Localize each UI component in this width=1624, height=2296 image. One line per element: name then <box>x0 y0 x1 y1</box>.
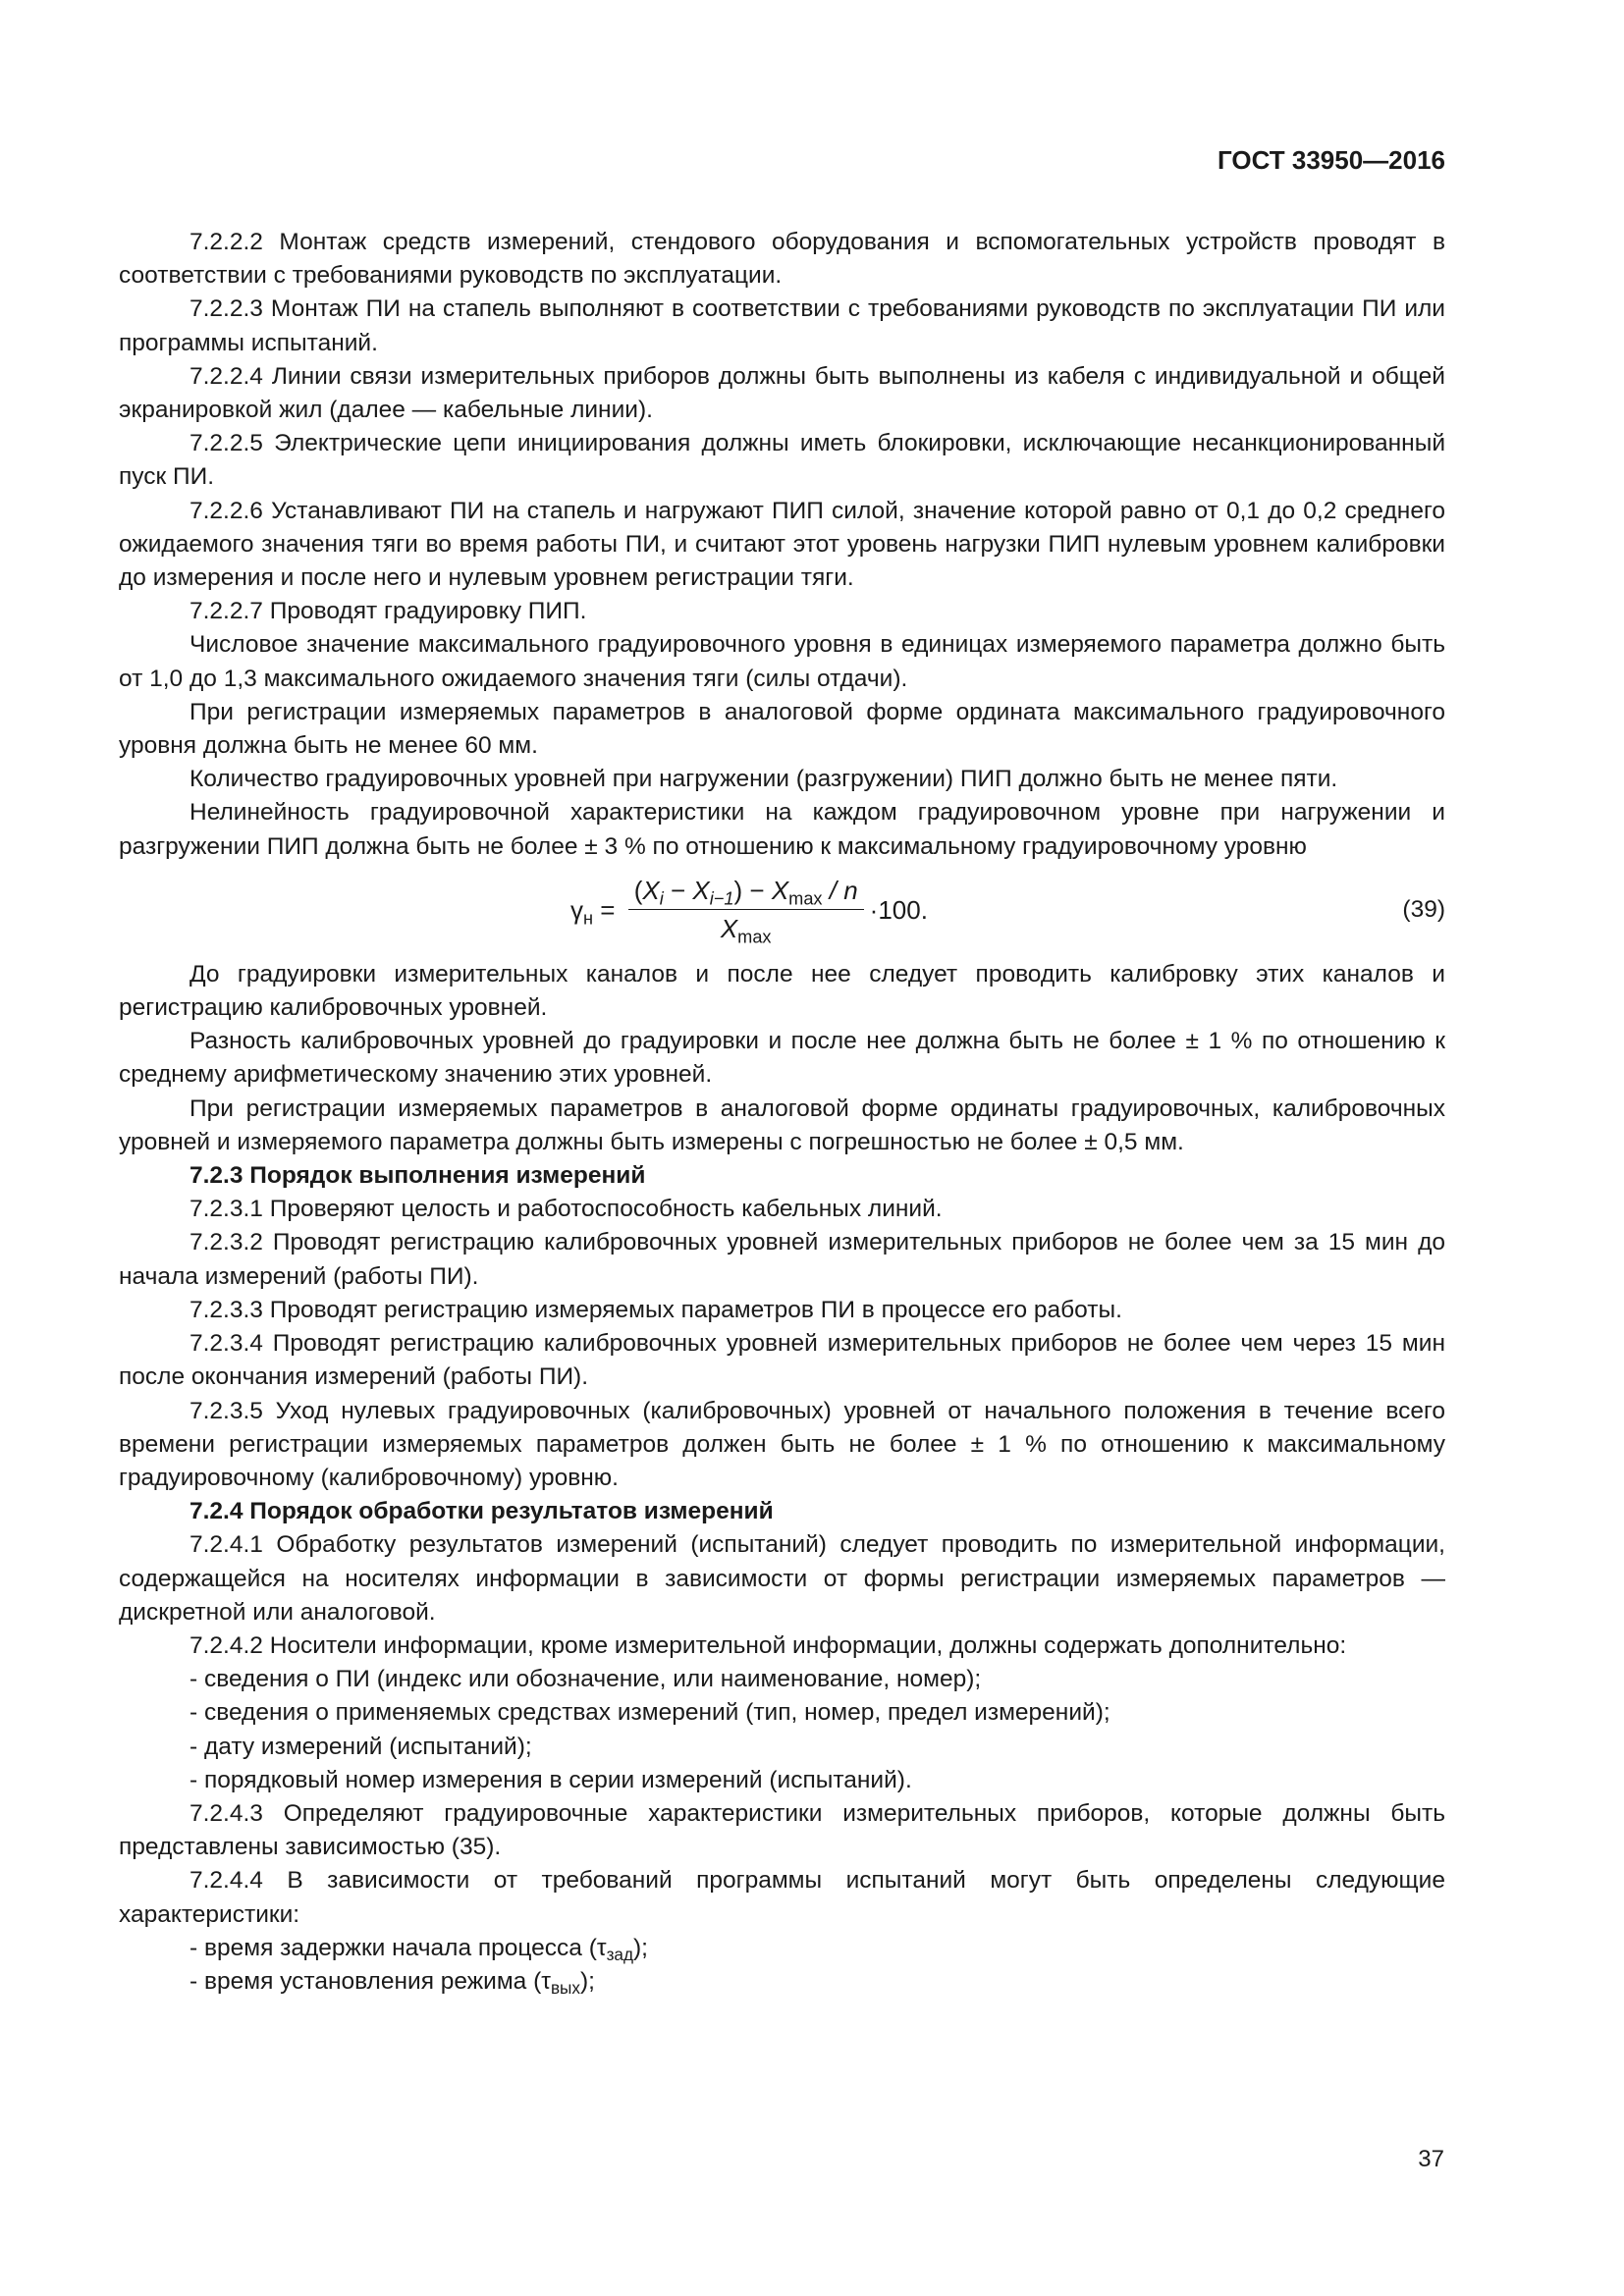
paragraph: До градуировки измерительных каналов и после нее следует проводить калибровку этих каналов и регистрацию калибровочных уровней. <box>119 960 1445 1022</box>
list-item: - сведения о ПИ (индекс или обозначение, или наименование, номер); <box>189 1666 982 1693</box>
paragraph: 7.2.2.3 Монтаж ПИ на стапель выполняют в соответствии с требованиями руководств по эксплуатации ПИ или программы испытаний. <box>119 295 1445 356</box>
formula-lhs: $\gamma_н$ <box>570 894 594 929</box>
paragraph: 7.2.4.1 Обработку результатов измерений (испытаний) следует проводить по измерительной информации, содержащейся на носителях информации в зависимости от формы регистрации измеряемых параметров — дискретной или аналоговой. <box>119 1531 1445 1626</box>
page-number: 37 <box>1418 2146 1444 2172</box>
paragraph: 7.2.4.4 В зависимости от требований программы испытаний могут быть определены следующие характеристики: <box>119 1867 1445 1928</box>
list-item: - порядковый номер измерения в серии измерений (испытаний). <box>189 1766 912 1793</box>
paragraph: 7.2.3.4 Проводят регистрацию калибровочных уровней измерительных приборов не более чем через 15 мин после окончания измерений (работы ПИ). <box>119 1330 1445 1391</box>
paragraph: При регистрации измеряемых параметров в аналоговой форме ординаты градуировочных, калибровочных уровней и измеряемого параметра должны быть измерены с погрешностью не более ± 0,5 мм. <box>119 1095 1445 1155</box>
section-heading: 7.2.4 Порядок обработки результатов измерений <box>189 1498 774 1525</box>
formula-numerator: $(X_i - X_{i-1}) - X_{max} / n$ <box>628 874 864 910</box>
paragraph: 7.2.3.1 Проверяют целость и работоспособность кабельных линий. <box>189 1196 943 1223</box>
list-item: - дату измерений (испытаний); <box>189 1733 532 1760</box>
paragraph: Нелинейность градуировочной характеристики на каждом градуировочном уровне при нагружении и разгружении ПИП должна быть не более ± 3 % по отношению к максимальному градуировочному уровню <box>119 799 1445 860</box>
formula-body <box>570 870 928 950</box>
paragraph: 7.2.3.3 Проводят регистрацию измеряемых параметров ПИ в процессе его работы. <box>189 1296 1122 1323</box>
formula-number: (39) <box>1402 895 1445 923</box>
paragraph: 7.2.2.2 Монтаж средств измерений, стендового оборудования и вспомогательных устройств проводят в соответствии с требованиями руководств по эксплуатации. <box>119 229 1445 290</box>
paragraph: 7.2.2.7 Проводят градуировку ПИП. <box>189 598 587 625</box>
paragraph: 7.2.4.3 Определяют градуировочные характеристики измерительных приборов, которые должны быть представлены зависимостью (35). <box>119 1799 1445 1861</box>
formula-39 <box>119 870 1445 950</box>
paragraph: 7.2.2.4 Линии связи измерительных приборов должны быть выполнены из кабеля с индивидуальной и общей экранировкой жил (далее — кабельные линии). <box>119 362 1445 424</box>
list-item: - сведения о применяемых средствах измерений (тип, номер, предел измерений); <box>189 1699 1110 1727</box>
paragraph: 7.2.4.2 Носители информации, кроме измерительной информации, должны содержать дополнительно: <box>189 1631 1347 1659</box>
list-item: - время задержки начала процесса $(\tau_{зад})$; <box>189 1934 648 1964</box>
document-code: ГОСТ 33950—2016 <box>1218 145 1445 175</box>
formula-equals: = <box>593 894 623 925</box>
section-heading: 7.2.3 Порядок выполнения измерений <box>189 1162 646 1190</box>
list-item: - время установления режима $(\tau_{вых})$; <box>189 1967 595 1999</box>
page-content <box>119 226 1445 1999</box>
paragraph: Числовое значение максимального градуировочного уровня в единицах измеряемого параметра должно быть от 1,0 до 1,3 максимального ожидаемого значения тяги (силы отдачи). <box>119 631 1445 692</box>
paragraph: 7.2.3.2 Проводят регистрацию калибровочных уровней измерительных приборов не более чем за 15 мин до начала измерений (работы ПИ). <box>119 1229 1445 1290</box>
paragraph: 7.2.2.5 Электрические цепи инициирования должны иметь блокировки, исключающие несанкционированный пуск ПИ. <box>119 430 1445 491</box>
formula-tail: ·100. <box>869 894 928 925</box>
paragraph: Разность калибровочных уровней до градуировки и после нее должна быть не более ± 1 % по отношению к среднему арифметическому значению этих уровней. <box>119 1028 1445 1089</box>
paragraph: При регистрации измеряемых параметров в аналоговой форме ордината максимального градуировочного уровня должна быть не менее 60 мм. <box>119 698 1445 760</box>
formula-denominator: $X_{max}$ <box>720 914 772 947</box>
paragraph: Количество градуировочных уровней при нагружении (разгружении) ПИП должно быть не менее пяти. <box>189 766 1338 793</box>
paragraph: 7.2.3.5 Уход нулевых градуировочных (калибровочных) уровней от начального положения в течение всего времени регистрации измеряемых параметров должен быть не более ± 1 % по отношению к максимальному градуировочному (калибровочному) уровню. <box>119 1397 1445 1491</box>
paragraph: 7.2.2.6 Устанавливают ПИ на стапель и нагружают ПИП силой, значение которой равно от 0,1 до 0,2 среднего ожидаемого значения тяги во время работы ПИ, и считают этот уровень нагрузки ПИП нулевым уровнем калибровки до измерения и после него и нулевым уровнем регистрации тяги. <box>119 497 1445 592</box>
formula-fraction <box>628 874 864 945</box>
